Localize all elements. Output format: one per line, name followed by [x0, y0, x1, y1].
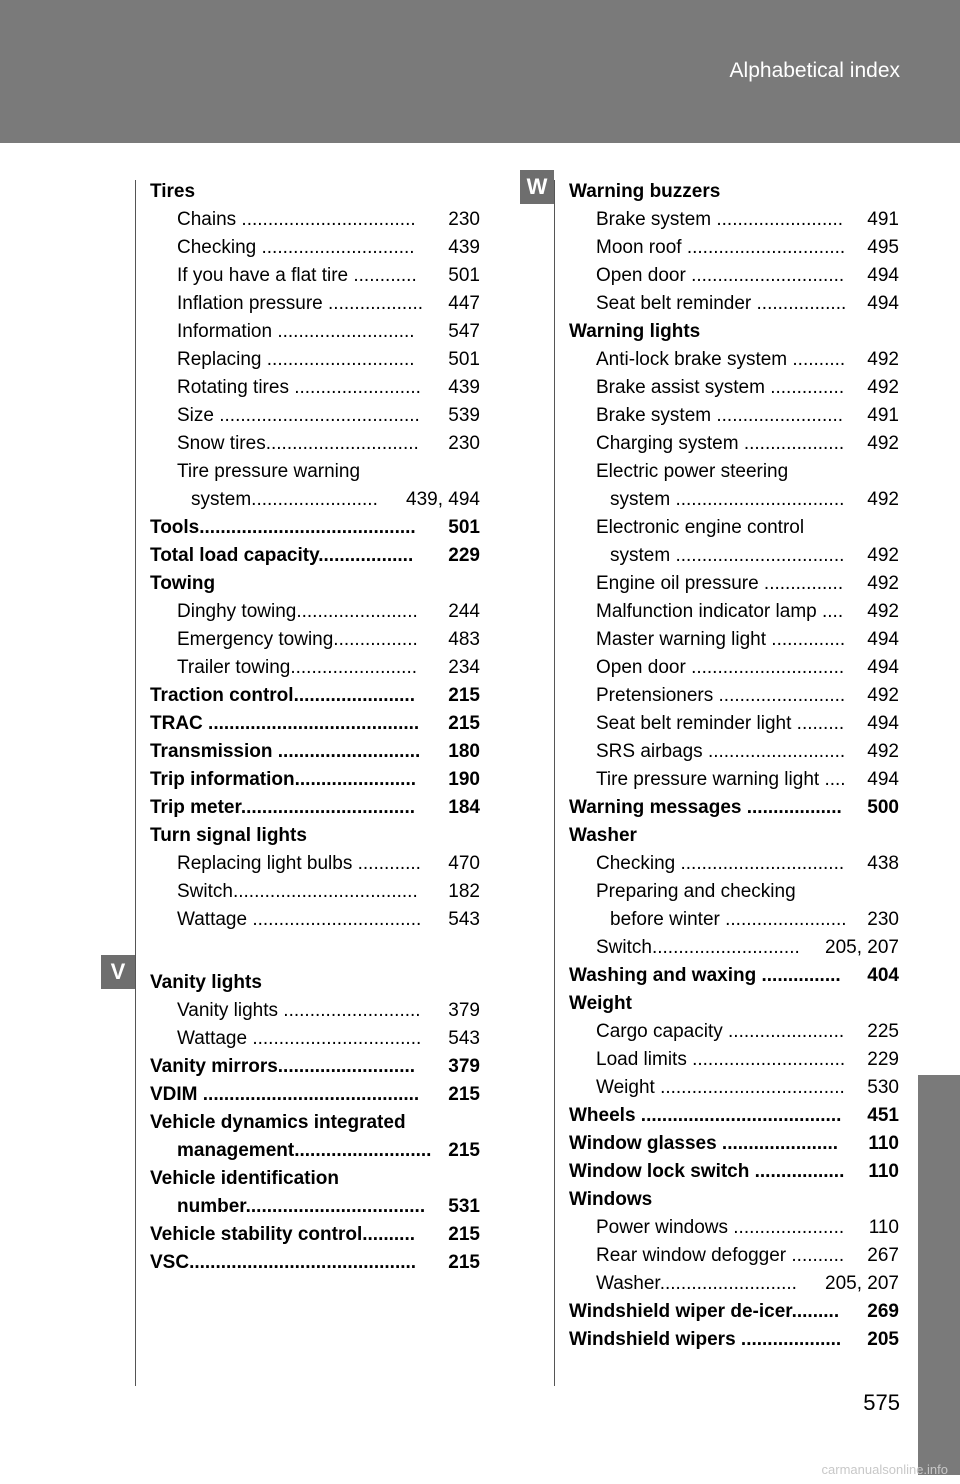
index-entry-page: 494 — [867, 713, 899, 734]
index-entry-label: Brake system ........................ — [596, 209, 844, 230]
index-entry-page: 547 — [448, 321, 480, 342]
index-entry-label: Washer — [569, 825, 637, 846]
index-entry-label: Window glasses ...................... — [569, 1133, 839, 1154]
index-entry — [150, 906, 480, 934]
index-entry-label: Transmission ........................... — [150, 741, 421, 762]
index-entry — [150, 1165, 480, 1193]
index-entry-page: 492 — [867, 489, 899, 510]
index-entry-label: Rear window defogger .......... — [596, 1245, 845, 1266]
index-entry-page: 451 — [867, 1105, 899, 1126]
section-letter-v: V — [101, 955, 135, 989]
index-entry-label: If you have a flat tire ............ — [177, 265, 417, 286]
index-entry-label: system ................................ — [610, 489, 845, 510]
index-entry — [569, 878, 899, 906]
index-entry-label: VDIM ......................................... — [150, 1084, 420, 1105]
index-entry — [150, 346, 480, 374]
index-entry-page: 190 — [448, 769, 480, 790]
index-entry-page: 269 — [867, 1301, 899, 1322]
index-entry-label: Traction control....................... — [150, 685, 415, 706]
index-entry-label: Replacing ............................ — [177, 349, 415, 370]
index-entry-label: Rotating tires ........................ — [177, 377, 421, 398]
index-entry — [569, 906, 899, 934]
index-entry-label: Master warning light .............. — [596, 629, 846, 650]
index-entry-label: Windshield wipers ................... — [569, 1329, 842, 1350]
index-entry-page: 225 — [867, 1021, 899, 1042]
index-entry-page: 230 — [867, 909, 899, 930]
index-entry-page: 205 — [867, 1329, 899, 1350]
index-entry-page: 244 — [448, 601, 480, 622]
index-entry — [569, 710, 899, 738]
header-title: Alphabetical index — [729, 59, 900, 82]
index-entry-label: Brake assist system .............. — [596, 377, 845, 398]
index-entry-label: Electronic engine control — [596, 517, 805, 538]
index-entry — [150, 969, 480, 997]
index-entry-label: Trip meter................................. — [150, 797, 416, 818]
right-column-divider — [554, 180, 555, 1386]
index-entry-label: Dinghy towing....................... — [177, 601, 418, 622]
index-entry — [569, 766, 899, 794]
index-entry-page: 229 — [448, 545, 480, 566]
index-entry — [569, 1046, 899, 1074]
index-entry — [569, 178, 899, 206]
index-entry — [569, 822, 899, 850]
index-entry — [150, 206, 480, 234]
index-entry-label: Snow tires............................. — [177, 433, 419, 454]
index-entry — [569, 346, 899, 374]
index-entry — [569, 1018, 899, 1046]
side-thumb-tab — [918, 1075, 960, 1475]
index-entry-label: Malfunction indicator lamp .... — [596, 601, 844, 622]
index-entry — [569, 206, 899, 234]
index-entry-label: Checking ............................... — [596, 853, 845, 874]
index-entry-label: Switch................................... — [177, 881, 418, 902]
index-entry-page: 205, 207 — [825, 937, 899, 958]
index-entry-page: 483 — [448, 629, 480, 650]
index-entry-label: Emergency towing................ — [177, 629, 418, 650]
page-number: 575 — [863, 1390, 900, 1415]
index-entry-label: Towing — [150, 573, 216, 594]
index-entry — [569, 1214, 899, 1242]
index-entry — [569, 850, 899, 878]
index-entry — [569, 234, 899, 262]
index-entry — [150, 997, 480, 1025]
index-entry-label: Cargo capacity ...................... — [596, 1021, 845, 1042]
index-entry-page: 492 — [867, 601, 899, 622]
index-entry — [150, 570, 480, 598]
index-entry-label: Warning buzzers — [569, 181, 721, 202]
index-entry-label: Vanity lights .......................... — [177, 1000, 421, 1021]
index-entry-label: Washing and waxing ............... — [569, 965, 841, 986]
index-entry-page: 215 — [448, 685, 480, 706]
index-entry — [569, 738, 899, 766]
index-entry-label: Open door ............................. — [596, 657, 845, 678]
index-entry-page: 182 — [448, 881, 480, 902]
index-entry-page: 229 — [867, 1049, 899, 1070]
index-entry-label: Wattage ................................ — [177, 1028, 422, 1049]
index-entry — [150, 430, 480, 458]
index-entry-page: 494 — [867, 293, 899, 314]
section-spacer — [150, 934, 480, 969]
index-entry-label: TRAC ........................................ — [150, 713, 420, 734]
index-entry — [150, 374, 480, 402]
index-entry — [569, 990, 899, 1018]
index-entry-page: 470 — [448, 853, 480, 874]
index-entry — [150, 1109, 480, 1137]
index-entry-page: 439 — [448, 237, 480, 258]
index-entry-label: Brake system ........................ — [596, 405, 844, 426]
index-entry-page: 267 — [867, 1245, 899, 1266]
index-entry-page: 539 — [448, 405, 480, 426]
index-entry-page: 492 — [867, 349, 899, 370]
index-entry-label: Chains ................................. — [177, 209, 416, 230]
index-entry-page: 215 — [448, 1140, 480, 1161]
index-entry-label: Trailer towing........................ — [177, 657, 418, 678]
index-entry-label: Total load capacity.................. — [150, 545, 414, 566]
index-entry-page: 447 — [448, 293, 480, 314]
index-entry-label: Information .......................... — [177, 321, 415, 342]
index-entry — [150, 542, 480, 570]
index-entry — [150, 290, 480, 318]
index-entry-label: system ................................ — [610, 545, 845, 566]
index-entry-label: Wattage ................................ — [177, 909, 422, 930]
index-entry — [150, 1053, 480, 1081]
index-entry — [569, 598, 899, 626]
index-entry-page: 184 — [448, 797, 480, 818]
index-entry-page: 492 — [867, 433, 899, 454]
index-entry-label: Warning messages .................. — [569, 797, 842, 818]
index-entry-page: 492 — [867, 377, 899, 398]
index-entry — [569, 934, 899, 962]
index-entry — [569, 1326, 899, 1354]
index-entry-label: Weight — [569, 993, 632, 1014]
index-entry — [150, 598, 480, 626]
index-entry — [569, 1186, 899, 1214]
index-entry — [150, 878, 480, 906]
index-entry-label: Anti-lock brake system .......... — [596, 349, 846, 370]
index-entry-page: 494 — [867, 769, 899, 790]
index-entry — [150, 654, 480, 682]
page-header — [0, 0, 960, 143]
index-entry-label: system........................ — [191, 489, 378, 510]
index-entry-page: 501 — [448, 349, 480, 370]
index-entry-label: Seat belt reminder light ......... — [596, 713, 845, 734]
index-entry-label: Seat belt reminder ................. — [596, 293, 847, 314]
index-entry-label: Vehicle dynamics integrated — [150, 1112, 406, 1133]
index-entry-label: management.......................... — [177, 1140, 432, 1161]
index-entry-page: 230 — [448, 433, 480, 454]
index-entry-page: 110 — [868, 1161, 899, 1182]
index-entry-page: 494 — [867, 629, 899, 650]
index-entry-label: Power windows ..................... — [596, 1217, 845, 1238]
index-entry — [150, 1137, 480, 1165]
index-entry-page: 492 — [867, 741, 899, 762]
index-entry — [150, 1025, 480, 1053]
index-entry-label: Turn signal lights — [150, 825, 307, 846]
index-entry-page: 215 — [448, 1084, 480, 1105]
index-entry-label: Vanity lights — [150, 972, 262, 993]
index-entry — [569, 1074, 899, 1102]
index-entry-label: Washer.......................... — [596, 1273, 797, 1294]
index-entry — [569, 262, 899, 290]
index-entry-page: 215 — [448, 713, 480, 734]
index-entry-label: Moon roof .............................. — [596, 237, 846, 258]
index-entry-page: 543 — [448, 909, 480, 930]
index-entry-page: 531 — [448, 1196, 480, 1217]
index-entry — [150, 626, 480, 654]
index-entry-page: 494 — [867, 657, 899, 678]
index-entry — [569, 542, 899, 570]
index-entry — [150, 1193, 480, 1221]
index-entry — [150, 1081, 480, 1109]
index-entry-label: Windows — [569, 1189, 653, 1210]
index-entry — [569, 1102, 899, 1130]
index-entry-label: Engine oil pressure ............... — [596, 573, 844, 594]
index-entry-label: VSC........................................... — [150, 1252, 417, 1273]
index-entry — [150, 682, 480, 710]
index-entry — [150, 1249, 480, 1277]
index-entry-label: number.................................. — [177, 1196, 426, 1217]
index-entry-page: 530 — [867, 1077, 899, 1098]
index-entry — [569, 682, 899, 710]
index-entry-page: 494 — [867, 265, 899, 286]
index-entry-label: Vehicle identification — [150, 1168, 339, 1189]
index-entry-label: Switch............................ — [596, 937, 800, 958]
index-entry-page: 215 — [448, 1252, 480, 1273]
index-entry — [150, 318, 480, 346]
index-entry-page: 379 — [448, 1056, 480, 1077]
index-entry-page: 234 — [448, 657, 480, 678]
index-entry-page: 438 — [867, 853, 899, 874]
index-entry-label: Trip information....................... — [150, 769, 417, 790]
right-index-column — [569, 178, 899, 1354]
index-entry — [150, 402, 480, 430]
index-entry — [569, 1242, 899, 1270]
index-entry — [150, 710, 480, 738]
index-entry — [569, 290, 899, 318]
left-index-column — [150, 178, 480, 1277]
index-entry-page: 492 — [867, 685, 899, 706]
index-entry — [569, 430, 899, 458]
index-entry-label: Preparing and checking — [596, 881, 796, 902]
index-entry-label: Windshield wiper de-icer......... — [569, 1301, 840, 1322]
index-entry-label: Window lock switch ................. — [569, 1161, 845, 1182]
index-entry — [569, 626, 899, 654]
index-entry — [150, 262, 480, 290]
index-entry — [150, 766, 480, 794]
index-entry-page: 500 — [867, 797, 899, 818]
index-entry-label: Weight ................................... — [596, 1077, 845, 1098]
index-entry — [569, 514, 899, 542]
index-entry — [569, 570, 899, 598]
index-entry-label: Inflation pressure .................. — [177, 293, 424, 314]
index-entry — [569, 1130, 899, 1158]
index-entry — [150, 458, 480, 486]
index-entry-page: 379 — [448, 1000, 480, 1021]
index-entry-label: before winter ....................... — [610, 909, 847, 930]
index-entry-label: Electric power steering — [596, 461, 789, 482]
index-entry — [569, 402, 899, 430]
watermark: carmanualsonline.info — [821, 1462, 948, 1477]
index-entry-label: Tools......................................... — [150, 517, 416, 538]
section-letter-w: W — [520, 170, 554, 204]
index-entry-label: Charging system ................... — [596, 433, 845, 454]
index-entry-page: 501 — [448, 265, 480, 286]
index-entry-page: 110 — [868, 1133, 899, 1154]
index-entry-page: 501 — [448, 517, 480, 538]
index-entry-label: Tires — [150, 181, 196, 202]
index-entry-page: 492 — [867, 573, 899, 594]
index-entry-page: 180 — [448, 741, 480, 762]
index-entry-page: 215 — [448, 1224, 480, 1245]
index-entry-page: 543 — [448, 1028, 480, 1049]
index-entry — [569, 654, 899, 682]
index-entry — [150, 738, 480, 766]
index-entry — [150, 178, 480, 206]
index-entry-page: 491 — [867, 405, 899, 426]
index-entry-label: Size ...................................... — [177, 405, 420, 426]
index-entry-label: SRS airbags .......................... — [596, 741, 846, 762]
index-entry — [150, 514, 480, 542]
index-entry-label: Pretensioners ........................ — [596, 685, 846, 706]
index-entry — [569, 318, 899, 346]
index-entry-page: 492 — [867, 545, 899, 566]
index-entry — [150, 794, 480, 822]
index-entry-label: Vehicle stability control.......... — [150, 1224, 416, 1245]
index-entry-label: Wheels ...................................... — [569, 1105, 842, 1126]
index-entry — [569, 1158, 899, 1186]
index-entry-page: 491 — [867, 209, 899, 230]
index-entry — [569, 486, 899, 514]
index-entry-page: 110 — [868, 1217, 899, 1238]
index-entry-label: Tire pressure warning — [177, 461, 361, 482]
index-entry-label: Warning lights — [569, 321, 701, 342]
index-entry-label: Open door ............................. — [596, 265, 845, 286]
index-entry-page: 439, 494 — [406, 489, 480, 510]
index-entry-label: Load limits ............................. — [596, 1049, 846, 1070]
index-entry-label: Checking ............................. — [177, 237, 415, 258]
index-entry — [569, 458, 899, 486]
index-entry-page: 439 — [448, 377, 480, 398]
index-entry — [569, 962, 899, 990]
index-entry-label: Vanity mirrors.......................... — [150, 1056, 416, 1077]
index-entry-page: 495 — [867, 237, 899, 258]
index-entry — [150, 1221, 480, 1249]
index-entry-label: Tire pressure warning light .... — [596, 769, 846, 790]
index-entry-page: 404 — [867, 965, 899, 986]
index-entry — [150, 822, 480, 850]
index-entry — [569, 1270, 899, 1298]
index-entry — [150, 850, 480, 878]
index-entry-page: 230 — [448, 209, 480, 230]
index-entry-page: 205, 207 — [825, 1273, 899, 1294]
left-column-divider — [135, 180, 136, 1386]
index-entry — [569, 374, 899, 402]
index-entry — [569, 1298, 899, 1326]
index-entry — [150, 234, 480, 262]
index-entry-label: Replacing light bulbs ............ — [177, 853, 421, 874]
index-entry — [150, 486, 480, 514]
index-entry — [569, 794, 899, 822]
